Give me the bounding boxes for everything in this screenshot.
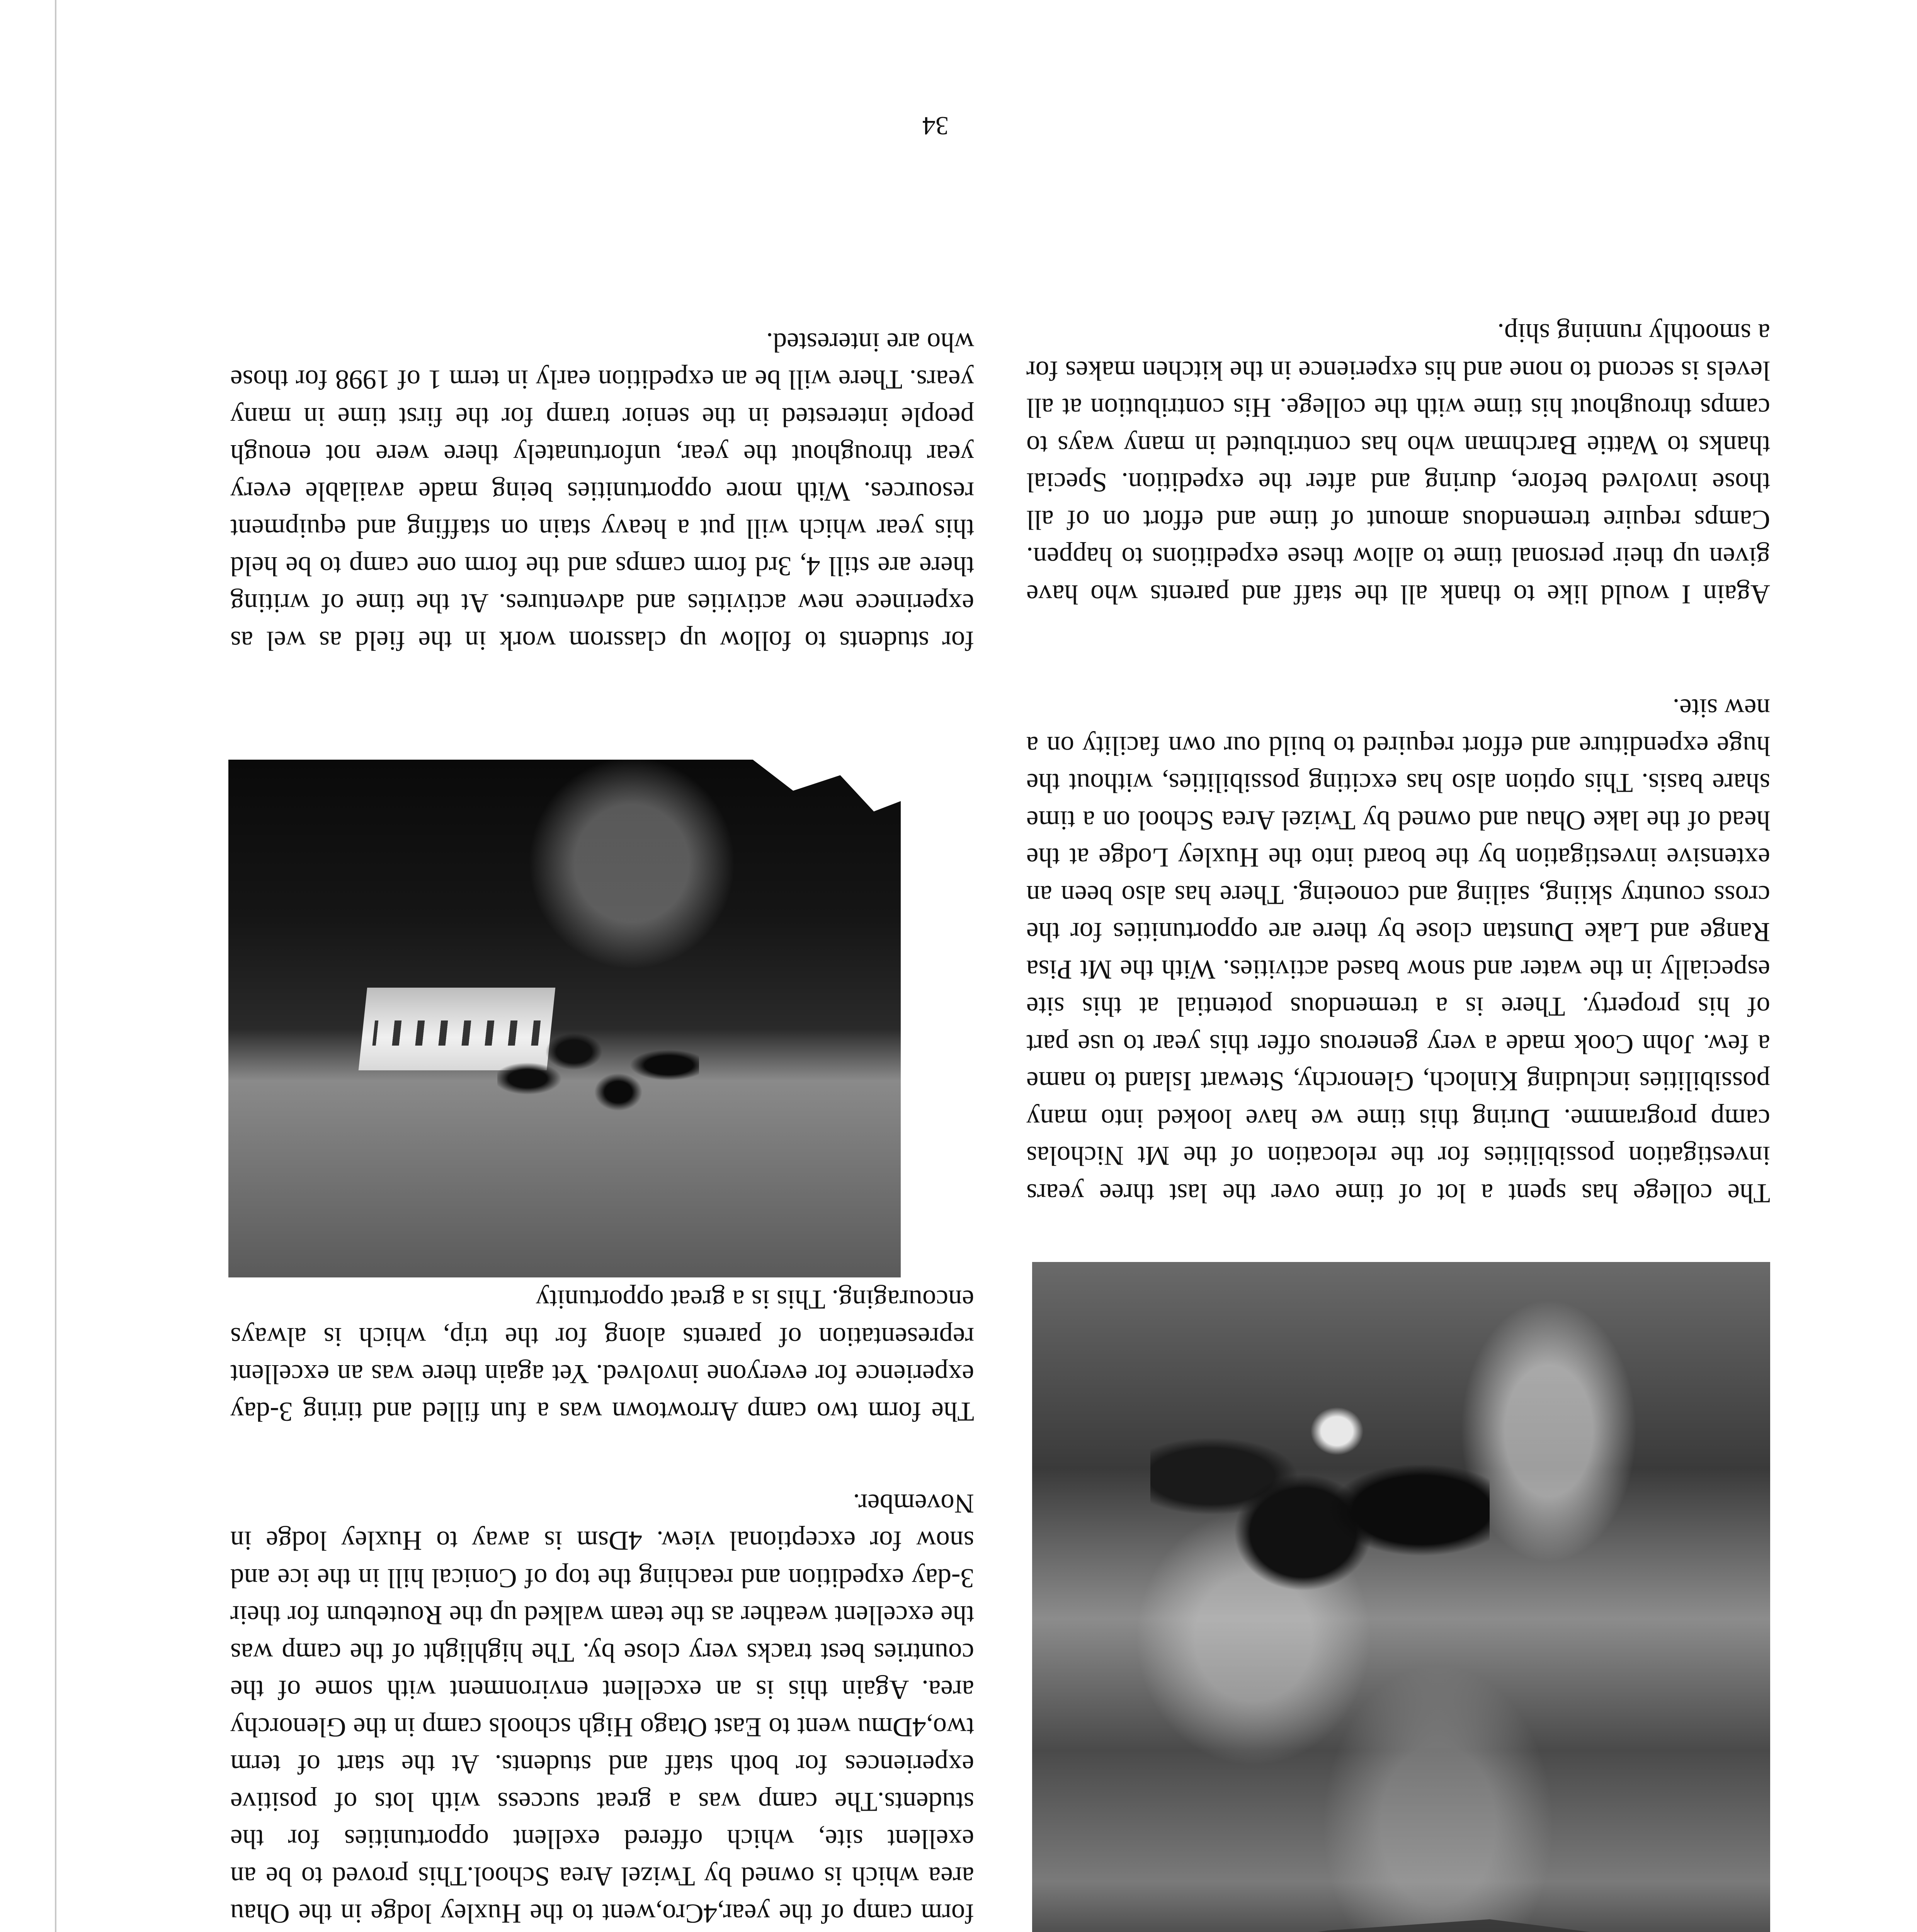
paragraph-camps-year: form camp of the year,4Cro,went to the Huxley lodge in the Ohau area which is owned by Twizel Area School.This proved to be an exellent site, which offered exellent opportunities for the students.The camp was a great success with lots of positive experiences for both staff and students. At the start of term two,4Dmu went to East Otago High schools camp in the Glenorchy area. Again this is an excellent environment with some of the countries best tracks very close by. The highlight of the camp was the excellent weather as the team walked up the Routeburn for their 3-day expedition and reaching the top of Conical hill in the ice and snow for exceptional view. 4Dsm is away to Huxley lodge in November. xyxy=(230,1488,974,1929)
scan-page-edge xyxy=(55,0,56,1932)
paragraph-thanks: Again I would like to thank all the staff and parents who have given up their personal time to allow these expeditions to happen. Camps require tremendous amount of time and effort on of all those involved before, during and after the expedition. Special thanks to Wattie Barchman who has contributed in many ways to camps throughout his time with the college. His contribution at all levels is second to none and his experience in the kitchen makes for a smoothly running ship. xyxy=(1026,318,1770,609)
lake-shape xyxy=(1032,1919,1770,1932)
hikers-silhouettes xyxy=(497,998,699,1132)
paragraph-form-two-camp: The form two camp Arrowtown was a fun filled and tiring 3-day experience for everyone involved. Yet again there was an excellent representation of parents along for the trip, which is always encouraging. This is a great opportunity xyxy=(230,1284,974,1427)
page-number: 34 xyxy=(922,111,949,141)
photo-hikers-at-hut xyxy=(228,760,901,1277)
paragraph-relocation-investigation: The college has spent a lot of time over the last three years investigation possibilities for the relocation of the Mt Nicholas camp programme. During this time we have looked into many possibilities including Kinloch, Glenorchy, Stewart Island to name a few. John Cook made a very generous offer this year to use part of his property. There is a tremendous potential at this site especially in the water and snow based activities. With the Mt Pisa Range and Lake Dunstan close by there are opportunities for the cross country skiing, sailing and conoeing. There has also been an extensive investigation by the board into the Huxley Lodge at the head of the lake Ohau and owned by Twizel Area School on a time share basis. This option also has exciting possibilities, without the huge expenditure and effort required to build our own facility on a new site. xyxy=(1026,693,1770,1208)
paragraph-students-field-work: for students to follow up classrom work in the field as wel as experinece new activities and adventures. At the time of writing there are still 4, 3rd form camps and the form one camp to be held this year which will put a heavy stain on staffing and equipment resources. With more opportunities being made available every year throughout the year, unfortunately there were not enough people interested in the senior tramp for the first time in many years. There will be an expedition early in term 1 of 1998 for those who are interested. xyxy=(230,327,974,656)
photo-group-above-lake xyxy=(1032,1262,1770,1932)
group-silhouettes xyxy=(1150,1375,1490,1600)
